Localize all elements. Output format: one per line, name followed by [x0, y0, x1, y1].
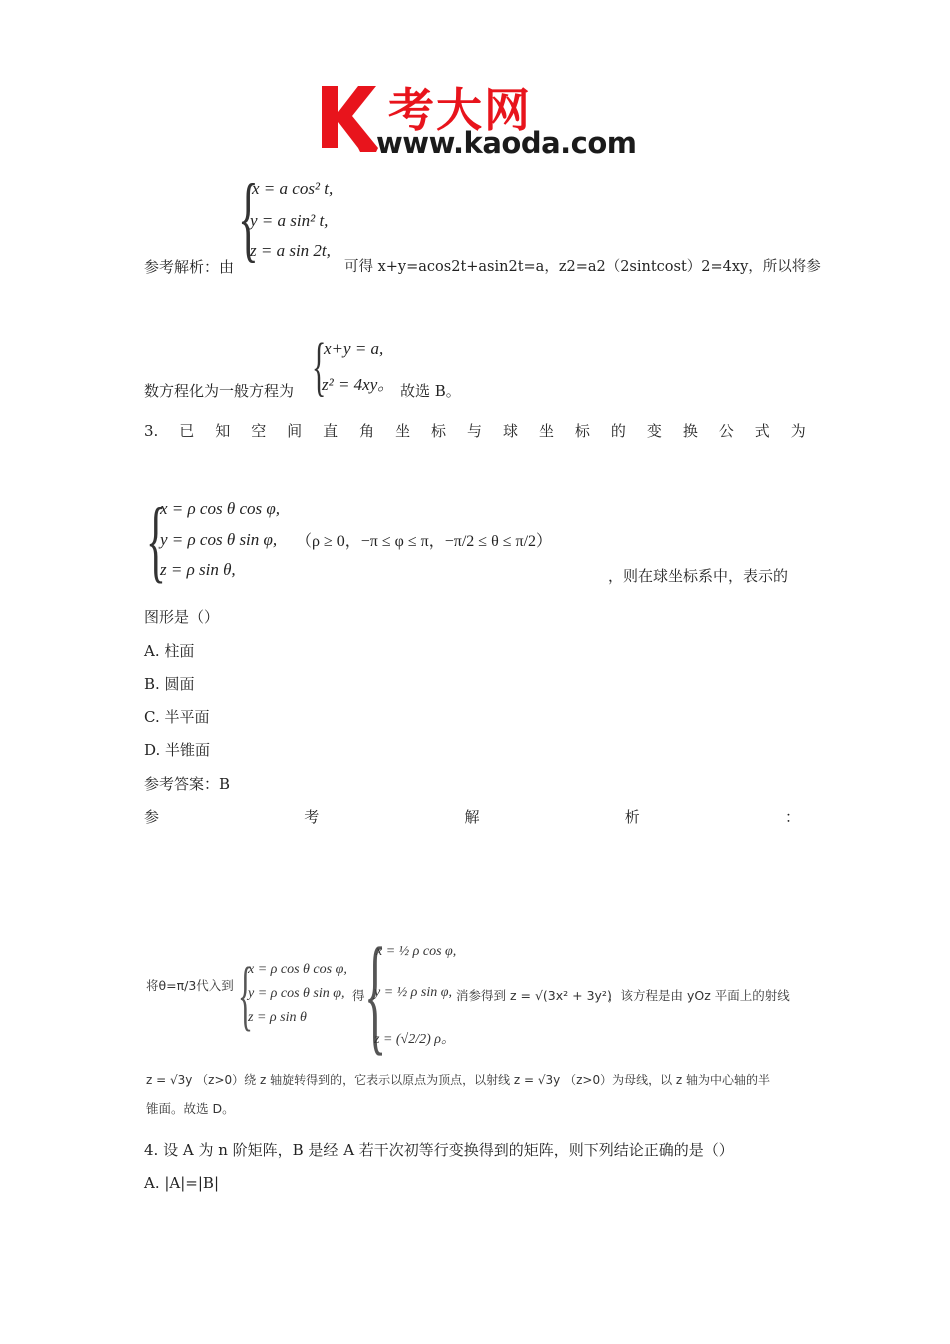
q3-stem-char: 知	[215, 422, 231, 440]
q3-system-eq-3: z = ρ sin θ,	[160, 560, 236, 579]
q3-img-substitute: 将θ=π/3代入到	[146, 978, 234, 993]
q3-stem-line	[144, 421, 806, 441]
q3-stem-char: 变	[646, 422, 662, 440]
q3-analysis-heading-char: 析	[624, 808, 640, 826]
q3-stem-char: 直	[323, 422, 339, 440]
q3-option-d[interactable]: D. 半锥面	[144, 741, 211, 759]
q3-img-de: 得	[352, 988, 365, 1003]
q3-stem-char: 式	[754, 422, 770, 440]
q3-stem-line2: 图形是（）	[144, 608, 220, 626]
q3-img-sys1-eq-2: y = ρ cos θ sin φ,	[248, 986, 345, 1001]
q3-stem-char: 为	[790, 422, 806, 440]
q3-img-sys1-eq-3: z = ρ sin θ	[248, 1010, 307, 1025]
q2-analysis-line2-prefix: 数方程化为一般方程为	[144, 382, 295, 400]
q3-img-equation-is: ，该方程是由 yOz 平面上的射线	[608, 988, 790, 1003]
q3-img-sys2-eq-2: y = ½ ρ sin φ,	[374, 985, 452, 1000]
q3-system-brace: {	[146, 489, 166, 591]
q3-stem-char: 已	[179, 422, 195, 440]
q3-option-b[interactable]: B. 圆面	[144, 675, 195, 693]
q3-img-sys2-eq-1: x = ½ ρ cos φ,	[376, 944, 457, 959]
q3-option-c[interactable]: C. 半平面	[144, 708, 210, 726]
q3-stem-char: 3.	[144, 422, 159, 440]
q3-answer: 参考答案：B	[144, 775, 231, 793]
q3-img-sys2-brace: {	[364, 920, 387, 1067]
q3-stem-char: 标	[431, 422, 447, 440]
q3-analysis-heading-char: ：	[784, 808, 800, 826]
q3-img-sys1-brace: {	[238, 951, 253, 1038]
q3-stem-char: 的	[610, 422, 626, 440]
q3-img-eliminate: 消参得到 z = √(3x² + 3y²)	[456, 988, 612, 1003]
q2-general-eq-2: z² = 4xy。	[322, 375, 395, 394]
q2-system-eq-1: x = a cos² t,	[252, 179, 334, 198]
logo-brand-text: 考大网	[388, 83, 532, 137]
q3-analysis-heading-char: 解	[464, 808, 480, 826]
q3-stem-char: 空	[251, 422, 267, 440]
q3-conditions: （ρ ≥ 0，−π ≤ φ ≤ π，−π/2 ≤ θ ≤ π/2）	[296, 533, 553, 550]
q3-img-sys1-eq-1: x = ρ cos θ cos φ,	[248, 962, 347, 977]
q3-stem-char: 换	[682, 422, 698, 440]
q2-general-eq-1: x+y = a,	[324, 339, 384, 358]
q3-system-eq-1: x = ρ cos θ cos φ,	[160, 499, 281, 518]
q3-stem-char: 与	[467, 422, 483, 440]
q3-stem-char: 公	[718, 422, 734, 440]
q3-analysis-heading-char: 参	[144, 808, 160, 826]
q3-img-sys2-eq-3: z = (√2/2) ρ。	[374, 1032, 456, 1047]
q2-system-brace: {	[238, 164, 259, 271]
q3-stem-tail: ，则在球坐标系中，表示的	[608, 567, 789, 585]
q3-analysis-heading	[144, 807, 800, 827]
logo-url-text: www.kaoda.com	[376, 126, 637, 160]
q3-stem-char: 角	[359, 422, 375, 440]
q2-analysis-mid: 可得 x+y=acos2t+asin2t=a，z2=a2（2sintcost）2=4xy，所以将参	[344, 259, 821, 275]
q3-img-line3: 锥面。故选 D。	[146, 1101, 235, 1116]
q2-system-eq-3: z = a sin 2t,	[250, 241, 331, 260]
q2-general-brace: {	[312, 330, 327, 403]
q3-system-eq-2: y = ρ cos θ sin φ,	[160, 530, 278, 549]
q3-stem-char: 球	[502, 422, 518, 440]
q2-analysis-end: 故选 B。	[400, 382, 461, 400]
q3-stem-char: 坐	[538, 422, 554, 440]
q3-analysis-heading-char: 考	[304, 808, 320, 826]
kaoda-logo[interactable]	[318, 78, 638, 158]
q2-system-eq-2: y = a sin² t,	[250, 211, 329, 230]
q2-analysis-prefix: 参考解析：由	[144, 258, 235, 276]
q3-stem-char: 坐	[395, 422, 411, 440]
q3-stem-char: 标	[574, 422, 590, 440]
q3-stem-char: 间	[287, 422, 303, 440]
q3-option-a[interactable]: A. 柱面	[144, 642, 195, 660]
q4-option-a[interactable]: A. |A|=|B|	[144, 1174, 220, 1192]
q4-stem: 4. 设 A 为 n 阶矩阵，B 是经 A 若干次初等行变换得到的矩阵，则下列结论正确的是（）	[144, 1141, 734, 1159]
q3-img-line2: z = √3y （z>0）绕 z 轴旋转得到的，它表示以原点为顶点，以射线 z = √3y （z>0）为母线，以 z 轴为中心轴的半	[146, 1073, 771, 1087]
